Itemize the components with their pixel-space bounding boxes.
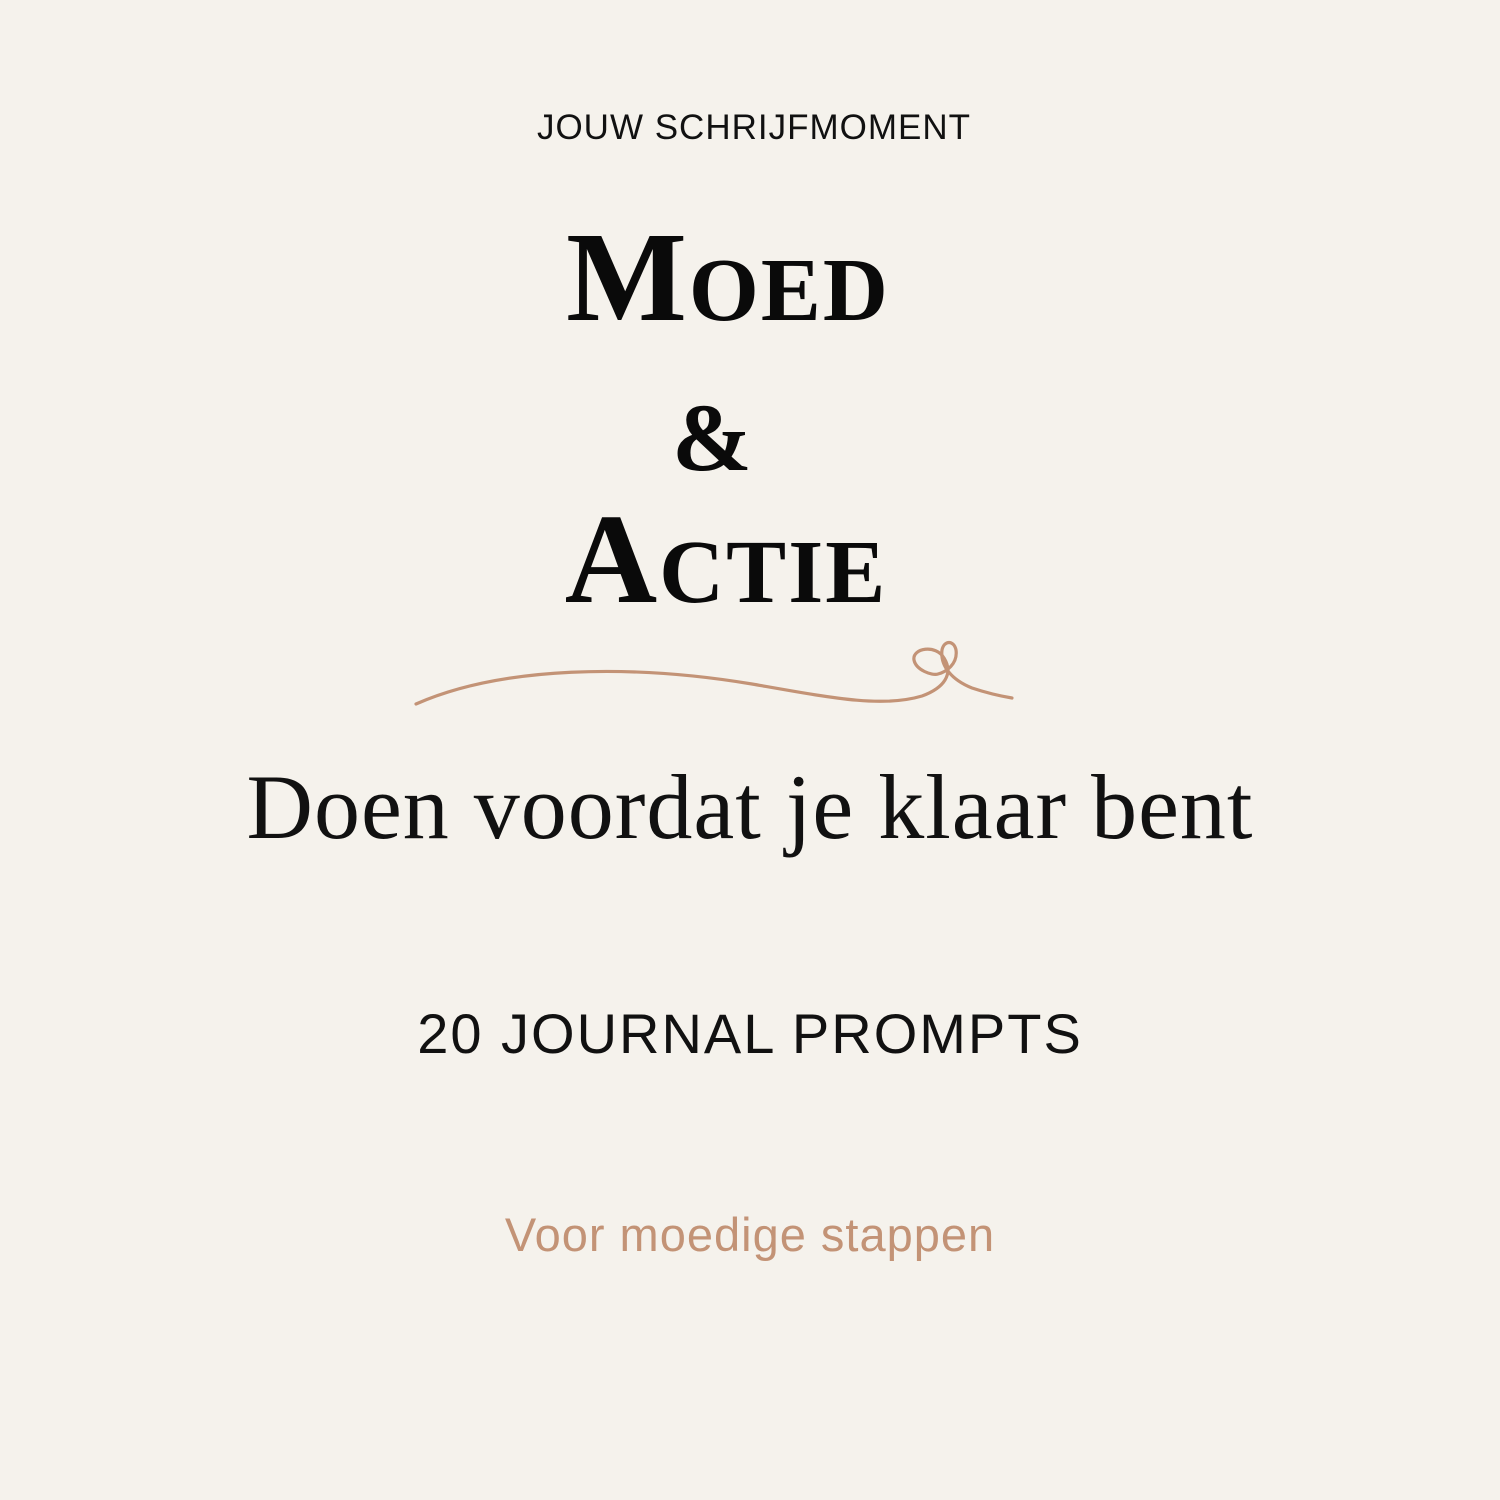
tagline: Voor moedige stappen	[504, 1208, 996, 1261]
subtitle: Doen voordat je klaar bent	[246, 756, 1254, 858]
title-ampersand: &	[672, 384, 752, 491]
title-actie: Actie	[564, 488, 888, 630]
title-moed: Moed	[566, 206, 890, 348]
prompts-count: 20 JOURNAL PROMPTS	[417, 1002, 1083, 1065]
heart-flourish-icon	[412, 636, 1016, 716]
eyebrow-text: JOUW SCHRIJFMOMENT	[536, 108, 972, 147]
